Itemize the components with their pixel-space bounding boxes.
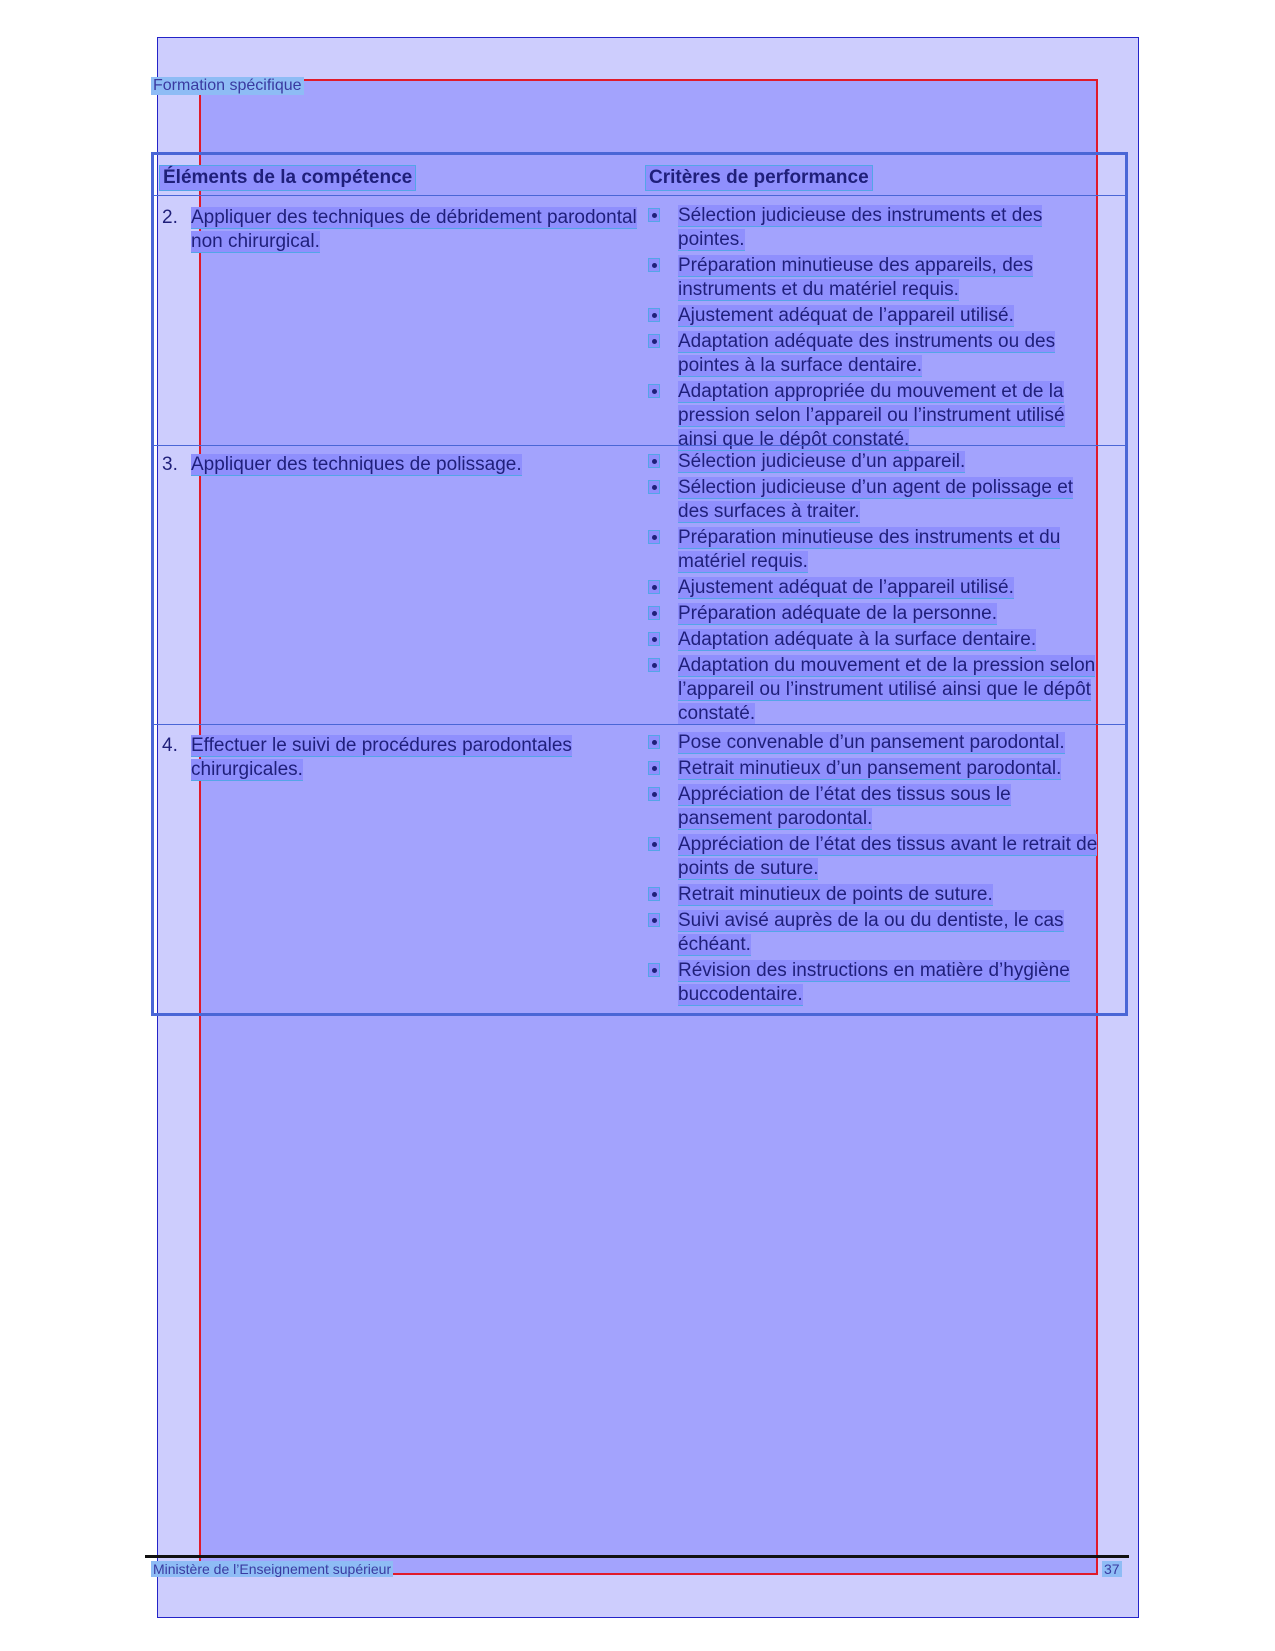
criterion-item: Préparation minutieuse des appareils, des instruments et du matériel requis. [648, 254, 1108, 302]
element-text: Appliquer des techniques de polissage. [191, 454, 522, 475]
element-text: Effectuer le suivi de procédures parodontales chirurgicales. [191, 735, 572, 780]
table-row [154, 195, 1125, 450]
criterion-item: Ajustement adéquat de l’appareil utilisé. [648, 576, 1108, 600]
bullet-icon [648, 308, 660, 322]
bullet-icon [648, 963, 660, 977]
col-header-elements: Éléments de la compétence [159, 165, 416, 191]
bullet-icon [648, 735, 660, 749]
criterion-item: Préparation minutieuse des instruments et du matériel requis. [648, 526, 1108, 574]
bullet-icon [648, 787, 660, 801]
bullet-icon [648, 913, 660, 927]
criterion-item: Sélection judicieuse des instruments et des pointes. [648, 204, 1108, 252]
element-number: 4. [162, 735, 178, 756]
criterion-item: Adaptation adéquate à la surface dentaire. [648, 628, 1108, 652]
criterion-item: Pose convenable d’un pansement parodontal. [648, 731, 1108, 755]
bullet-icon [648, 887, 660, 901]
bullet-icon [648, 334, 660, 348]
section-label: Formation spécifique [153, 77, 302, 94]
table-row [154, 445, 1125, 724]
col-header-criteria: Critères de performance [645, 165, 873, 191]
criterion-item: Retrait minutieux de points de suture. [648, 883, 1108, 907]
competence-table [151, 152, 1128, 1016]
criterion-item: Sélection judicieuse d’un appareil. [648, 450, 1108, 474]
criterion-item: Retrait minutieux d’un pansement parodontal. [648, 757, 1108, 781]
criterion-item: Préparation adéquate de la personne. [648, 602, 1108, 626]
bullet-icon [648, 580, 660, 594]
criteria-list [648, 731, 1108, 1009]
criteria-list [648, 450, 1108, 728]
criterion-item: Appréciation de l’état des tissus sous le pansement parodontal. [648, 783, 1108, 831]
bullet-icon [648, 480, 660, 494]
criterion-item: Appréciation de l’état des tissus avant le retrait de points de suture. [648, 833, 1108, 881]
bullet-icon [648, 454, 660, 468]
footer-divider [145, 1555, 1129, 1558]
criterion-item: Ajustement adéquat de l’appareil utilisé. [648, 304, 1108, 328]
criterion-item: Sélection judicieuse d’un agent de polissage et des surfaces à traiter. [648, 476, 1108, 524]
bullet-icon [648, 258, 660, 272]
criterion-item: Suivi avisé auprès de la ou du dentiste, le cas échéant. [648, 909, 1108, 957]
bullet-icon [648, 530, 660, 544]
element-text: Appliquer des techniques de débridement parodontal non chirurgical. [191, 207, 637, 252]
criterion-item: Adaptation appropriée du mouvement et de la pression selon l’appareil ou l’instrument utilisé ainsi que le dépôt constaté. [648, 380, 1108, 452]
bullet-icon [648, 606, 660, 620]
page-number: 37 [1104, 1561, 1120, 1577]
element-number: 3. [162, 454, 178, 475]
bullet-icon [648, 658, 660, 672]
element-number: 2. [162, 207, 178, 228]
bullet-icon [648, 632, 660, 646]
criterion-item: Adaptation du mouvement et de la pression selon l’appareil ou l’instrument utilisé ainsi que le dépôt constaté. [648, 654, 1108, 726]
criterion-item: Adaptation adéquate des instruments ou des pointes à la surface dentaire. [648, 330, 1108, 378]
footer-publisher: Ministère de l’Enseignement supérieur [153, 1561, 392, 1577]
bullet-icon [648, 761, 660, 775]
criterion-item: Révision des instructions en matière d’hygiène buccodentaire. [648, 959, 1108, 1007]
bullet-icon [648, 384, 660, 398]
criteria-list [648, 204, 1108, 454]
bullet-icon [648, 208, 660, 222]
table-row [154, 724, 1125, 1005]
bullet-icon [648, 837, 660, 851]
